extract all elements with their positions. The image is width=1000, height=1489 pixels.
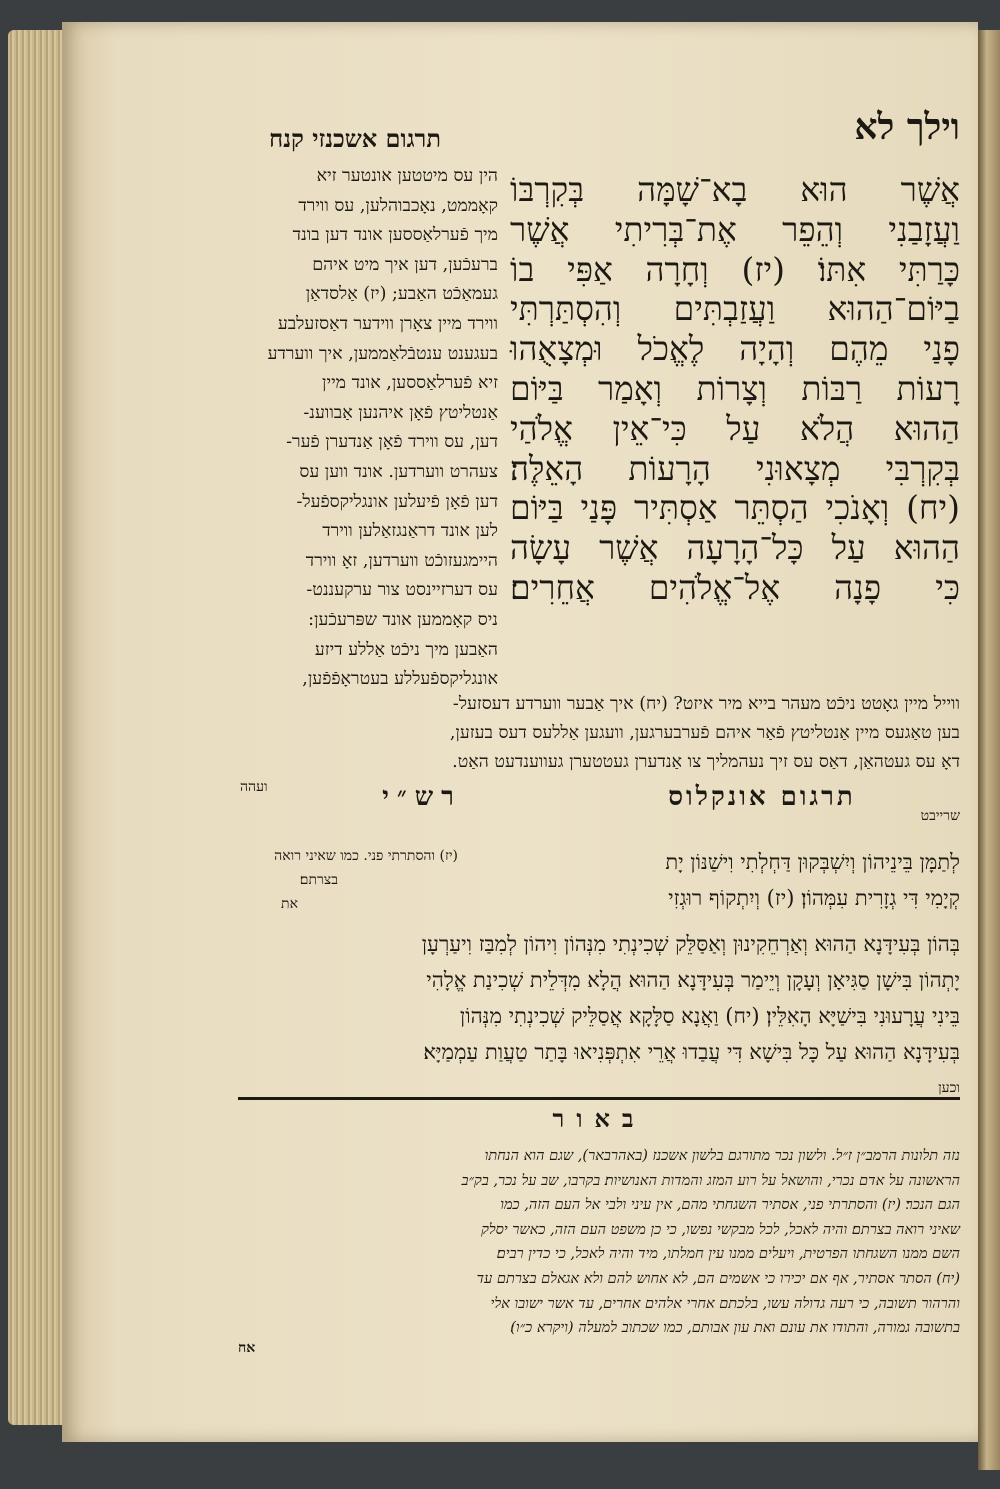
biur-commentary <box>238 1144 960 1341</box>
hebrew-verse-line: הַהוּא עַל כָּל־הָרָעָה אֲשֶׁר עָשָׂה <box>510 528 960 568</box>
onkelos-line: לְתַמָּן בֵּינֵיהוֹן וְיִשְׁבְּקוּן דַּחְלְתִי וִישַׁנּוֹן יָת <box>665 850 960 874</box>
hebrew-verse-line: הַהוּא הֲלֹא עַל כִּי־אֵין אֱלֹהַי <box>510 408 960 448</box>
signature-catchword: שרייבט <box>920 808 960 824</box>
hebrew-verse-line: בַיּוֹם־הַהוּא וַעֲזַבְתִּים וְהִסְתַּרְתִּי <box>510 289 960 329</box>
hebrew-verse-line: (יח) וְאָנֹכִי הַסְתֵּר אַסְתִּיר פָּנַי בַּיּוֹם <box>510 488 960 528</box>
yiddish-line: עס דערזיינסט צור ערקעננט- <box>306 580 498 601</box>
hebrew-verse-line: כָּרַתִּי אִתּוֹ׃ (יז) וְחָרָה אַפִּי בוֹ <box>510 249 960 289</box>
yiddish-line: ניס קאָממען אונד שפּרעכֿען: <box>308 609 498 630</box>
hebrew-verse-line: וַעֲזָבַנִי וְהֵפֵר אֶת־בְּרִיתִי אֲשֶׁר <box>510 209 960 249</box>
onkelos-catchword: וכען <box>938 1080 960 1096</box>
onkelos-header: תרגום אונקלוס <box>668 782 856 812</box>
yiddish-line: ברעכֿען, דען איך מיט איהם <box>312 254 498 275</box>
yiddish-full-line: דאָ עס געטהאַן, דאַס עס זיך נעהמליך צו אַנדערן געטטערן געווענדעט האַט. <box>452 752 960 772</box>
yiddish-line: דען פֿאָן פֿיעלען אונגליקספֿעל- <box>296 491 498 512</box>
hebrew-verse-line: רָעוֹת רַבּוֹת וְצָרוֹת וְאָמַר בַּיּוֹם <box>510 368 960 408</box>
yiddish-full-line: בען טאַגעס מיין אַנטליטץ פֿאַר איהם פֿערבערגען, וועגען אַללעס דעס בעזען, <box>449 723 960 743</box>
biur-line: שאיני רואה בצרתם׃ והיה לאכל, לכל מבקשי נפשו, כי כן משפט העם הזה, כאשר יסלק <box>481 1221 960 1238</box>
catchword-yiddish: ועהה <box>240 779 268 795</box>
yiddish-line: זיא פֿערלאַססען, אונד מיין <box>322 373 498 394</box>
onkelos-text <box>238 844 960 1106</box>
hebrew-verse-line: בְּקִרְבִּי מְצָאוּנִי הָרָעוֹת הָאֵלֶּה׃ <box>510 448 960 488</box>
yiddish-line: האַבען מיך ניכֿט אַללע דיזע <box>314 639 498 660</box>
targum-ashkenazi-header: תרגום אשכנזי קנח <box>269 124 441 153</box>
onkelos-line: בְּהוֹן בְּעִידָּנָא הַהוּא וְאַרְחֵקִינוּן וְאַסַּלֵּק שְׁכִינְתִי מִנְּהוֹן וִיהוֹן לְמִבַּז וִיעַרְעָן <box>421 932 960 956</box>
yiddish-line: ווירד מיין צאָרן ווידער דאַסזעלבע <box>277 313 498 334</box>
rashi-line: בצרתם׃ <box>299 872 338 888</box>
section-divider <box>238 1097 960 1100</box>
hebrew-verse-line: פָנַי מֵהֶם וְהָיָה לֶאֱכֹל וּמְצָאֻהוּ <box>510 329 960 369</box>
parsha-title: וילך לא <box>854 106 960 148</box>
yiddish-line: היימגעזוכֿט ווערדען, זאָ ווירד <box>305 550 498 571</box>
yiddish-line: אונגליקספֿעללע בעטראָפֿפֿען, <box>302 669 498 690</box>
yiddish-line: אַנטליטץ פֿאָן איהנען אַבווענ- <box>303 402 498 423</box>
book-page-edges <box>8 30 68 1425</box>
hebrew-text-column <box>510 170 960 608</box>
yiddish-translation-column <box>240 162 498 695</box>
biur-catchword: אח <box>238 1340 256 1356</box>
biur-line: השם ממנו השגחתו הפרטית, ויעלים ממנו עין חמלתו, מיד והיה לאכל, כי כדין רבים׃ <box>496 1246 960 1263</box>
yiddish-full-line: ווייל מיין גאָטט ניכֿט מעהר בייא מיר איזט? (יח) איך אַבער ווערדע דעסזעל- <box>452 694 960 714</box>
rashi-catchword: את <box>281 896 298 912</box>
onkelos-line: בֵּינִי עֲרָעוּנִי בִּישַׁיָּא הָאִלֵּין׃ (יח) וַאֲנָא סַלָּקָא אֲסַלֵּיק שְׁכִינְתִי מִנְּהוֹן <box>459 1004 960 1028</box>
biur-line: (יח) הסתר אסתיר, אף אם יכירו כי אשמים הם, לא אחוש להם ולא אגאלם בצרתם עד <box>476 1270 960 1287</box>
biur-line: נזה תלונות הרמב״ן ז״ל. ולשון נכר מתורגם בלשון אשכנז (באהרבאר), שגם הוא הנחתו <box>484 1148 960 1164</box>
hebrew-verse-line: כִּי פָנָה אֶל־אֱלֹהִים אֲחֵרִים׃ <box>510 567 960 607</box>
yiddish-line: לען אונד דראַנגזאַלען ווירד <box>322 521 498 542</box>
biur-line: והרהור תשובה, כי רעה גדולה עשו, בלכתם אחרי אלהים אחרים, עד אשר ישובו אלי <box>490 1295 960 1312</box>
yiddish-line: בעגענט ענטבֿלאַממען, איך ווערדע <box>267 343 498 364</box>
yiddish-line: געמאַכֿט האַבע; (יז) אַלסדאַן <box>305 284 498 305</box>
yiddish-line: מיך פֿערלאַססען אונד דען בונד <box>292 225 498 246</box>
facing-page-edge <box>978 30 1000 1470</box>
hebrew-verse-line: אֲשֶׁר הוּא בָא־שָׁמָּה בְּקִרְבּוֹ <box>510 170 960 209</box>
rashi-line: (יז) והסתרתי פני. כמו שאיני רואה <box>274 848 458 864</box>
yiddish-line: הין עס מיטטען אונטער זיא <box>316 166 498 186</box>
yiddish-line: דען, עס ווירד פֿאָן אַנדערן פֿער- <box>286 432 498 453</box>
onkelos-line: קְיָמִי דִּי גְזָרִית עִמְּהוֹן׃ (יז) וְיִתְקוֹף רוּגְזִי <box>668 886 960 910</box>
book-page <box>62 22 978 1442</box>
biur-header: באור <box>552 1104 646 1133</box>
biur-line: הראשונה על אדם נכרי, והושאל על רוע המזג והמדות האנושיות׃ בקרבו, שב על נכר, בק״ב <box>461 1172 960 1189</box>
biur-line: הגם הנכר׃ (יז) והסתרתי פני, אסתיר השגחתי מהם, אין עיני ולבי אל העם הזה, כמו <box>500 1197 960 1214</box>
yiddish-line: צעהרט ווערדען. אונד ווען עס <box>299 461 498 482</box>
onkelos-line: יָתְהוֹן בִּישָׁן סַגִּיאָן וְעָקָן וְיֵימַר בְּעִידָּנָא הַהוּא הֲלָא מִדְּלֵית שְׁכִינַת אֱלָהִי <box>426 968 960 992</box>
onkelos-line: בְּעִידָּנָא הַהוּא עַל כָּל בִּישָׁא דִּי עֲבַדוּ אֲרֵי אִתְפְּנִיאוּ בָּתַר טַעֲוַת עַמְמַיָּא׃ <box>423 1040 960 1064</box>
biur-line: בתשובה גמורה, והתודו את עונם ואת עון אבותם, כמו שכתוב למעלה (ויקרא כ״ו)׃ <box>510 1320 960 1337</box>
rashi-header: רש״י <box>382 782 462 812</box>
yiddish-line: קאָממט, נאָכבוהלען, עס ווירד <box>298 195 498 216</box>
